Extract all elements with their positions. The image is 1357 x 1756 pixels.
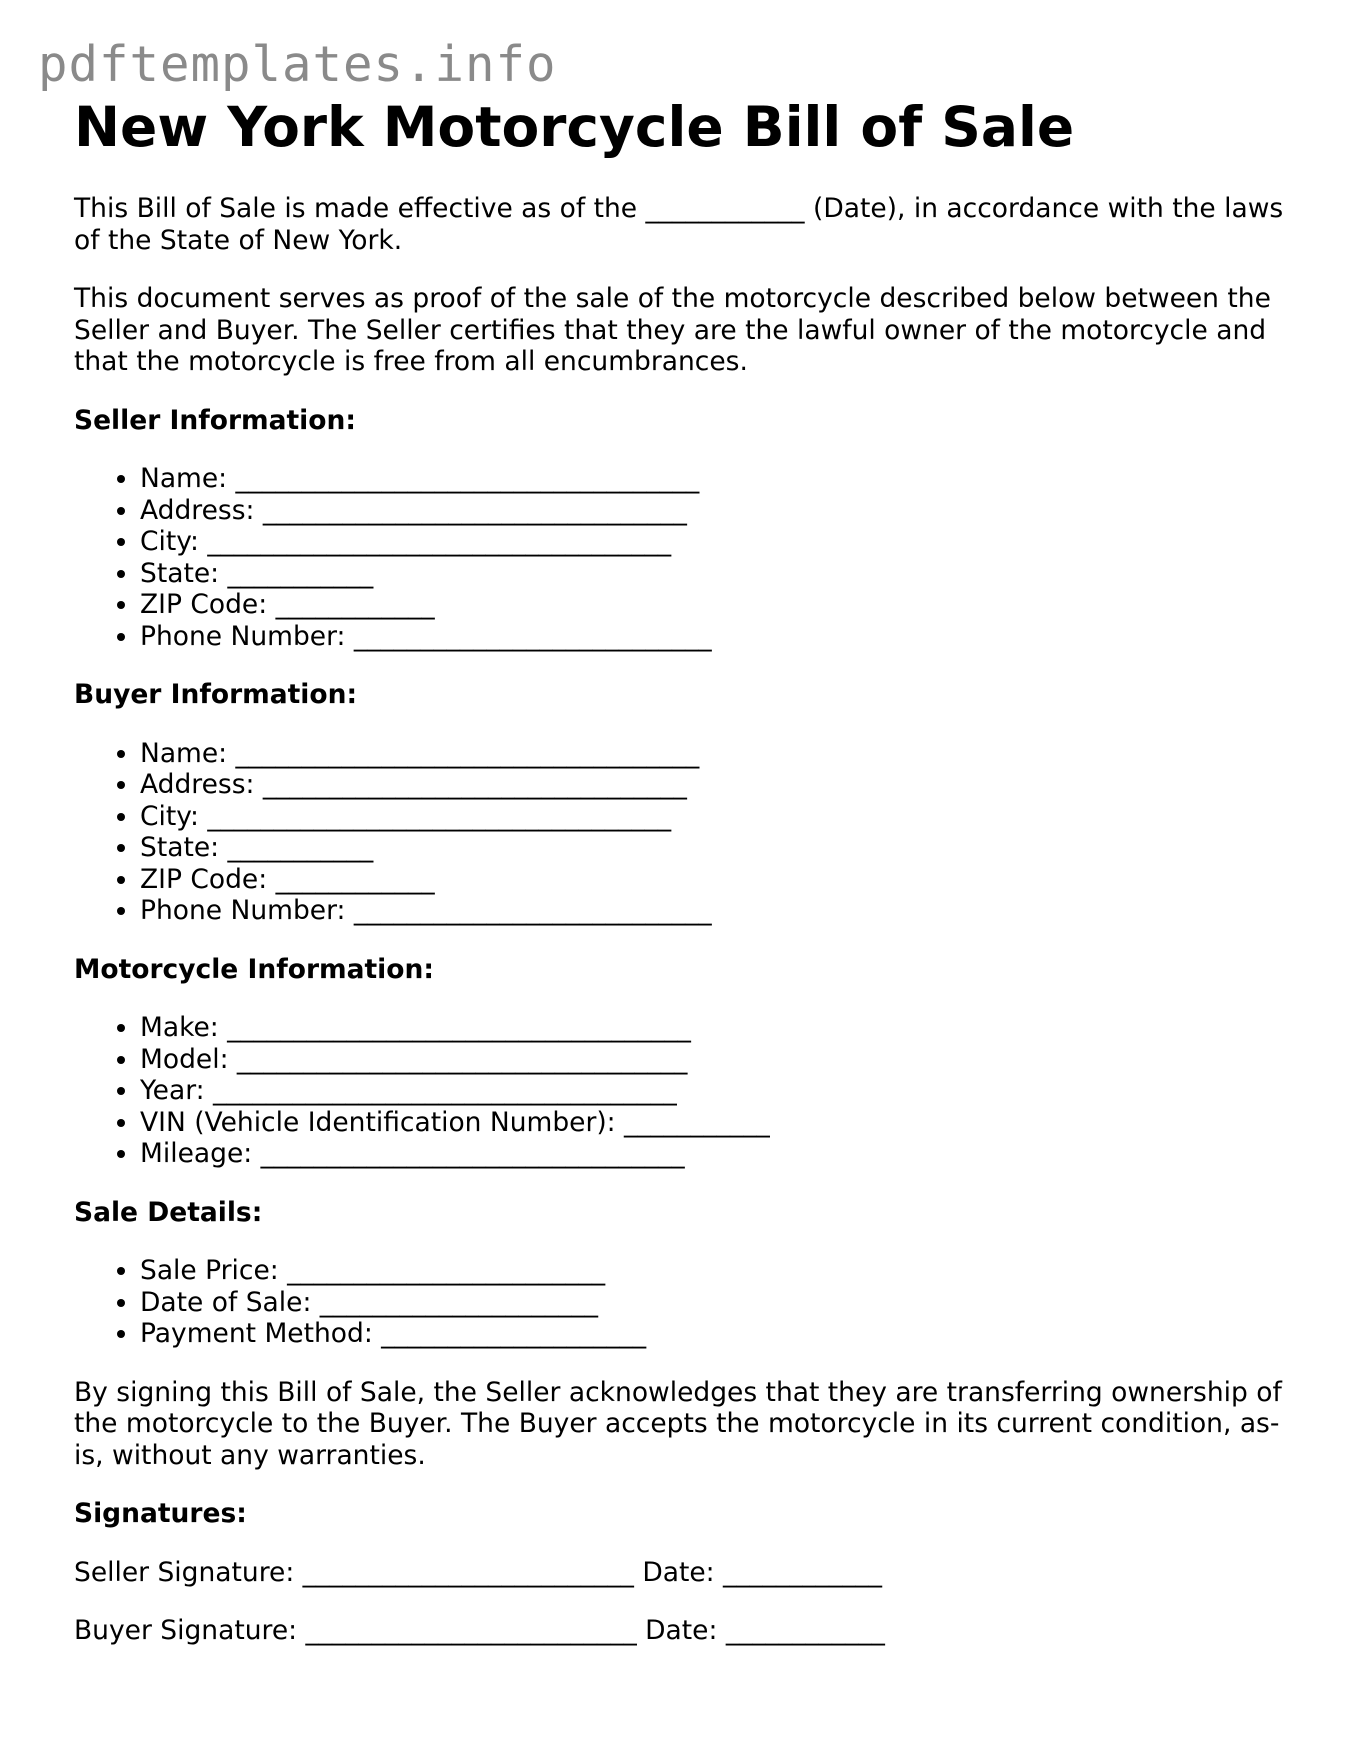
seller-phone-field: • Phone Number: ___________________________ — [140, 621, 1304, 653]
motorcycle-model-field: • Model: __________________________________ — [140, 1044, 1304, 1076]
effective-date-paragraph — [74, 193, 1304, 256]
buyer-address-field: • Address: ________________________________ — [140, 769, 1304, 801]
proof-paragraph: This document serves as proof of the sale of the motorcycle described below between the Seller and Buyer. The Seller certifies that they are the lawful owner of the motorcycle and that the motorcycle is free from all encumbrances. — [74, 283, 1271, 377]
document-title: New York Motorcycle Bill of Sale — [74, 95, 1075, 159]
buyer-zip-field: • ZIP Code: ____________ — [140, 864, 1304, 896]
motorcycle-year-field: • Year: ___________________________________ — [140, 1075, 1304, 1107]
buyer-heading: Buyer Information: — [74, 679, 358, 710]
effective-date-blank: ____________ — [645, 193, 805, 224]
payment-method-field: • Payment Method: ____________________ — [140, 1318, 1304, 1350]
buyer-city-field: • City: ___________________________________ — [140, 801, 1304, 833]
motorcycle-fields-list — [74, 1012, 1304, 1170]
seller-fields-list — [74, 463, 1304, 652]
seller-address-field: • Address: ________________________________ — [140, 495, 1304, 527]
buyer-state-field: • State: ___________ — [140, 832, 1304, 864]
seller-name-field: • Name: ___________________________________ — [140, 463, 1304, 495]
effective-text-after: (Date), in accordance with the laws of the State of New York. — [74, 193, 1284, 256]
document-body — [74, 94, 1304, 1647]
sale-heading: Sale Details: — [74, 1196, 263, 1228]
motorcycle-heading: Motorcycle Information: — [74, 953, 434, 985]
motorcycle-make-field: • Make: ___________________________________ — [140, 1012, 1304, 1044]
effective-text-before: This Bill of Sale is made effective as of the — [74, 193, 638, 224]
seller-zip-field: • ZIP Code: ____________ — [140, 589, 1304, 621]
sale-fields-list — [74, 1255, 1304, 1350]
signatures-heading: Signatures: — [74, 1498, 247, 1529]
sale-date-field: • Date of Sale: _____________________ — [140, 1287, 1304, 1319]
motorcycle-mileage-field: • Mileage: ________________________________ — [140, 1138, 1304, 1170]
seller-state-field: • State: ___________ — [140, 558, 1304, 590]
acknowledgement-paragraph: By signing this Bill of Sale, the Seller acknowledges that they are transferring ownership of the motorcycle to the Buyer. The Buyer accepts the motorcycle in its current condition, as-is, without any warranties. — [74, 1376, 1282, 1471]
buyer-phone-field: • Phone Number: ___________________________ — [140, 895, 1304, 927]
buyer-fields-list — [74, 738, 1304, 927]
motorcycle-vin-field: • VIN (Vehicle Identification Number): ___________ — [140, 1107, 1304, 1139]
sale-price-field: • Sale Price: ________________________ — [140, 1255, 1304, 1287]
seller-signature-line: Seller Signature: _________________________ Date: ____________ — [74, 1556, 883, 1588]
buyer-name-field: • Name: ___________________________________ — [140, 738, 1304, 770]
watermark-logo: pdftemplates.info — [38, 36, 557, 93]
seller-heading: Seller Information: — [74, 404, 356, 436]
buyer-signature-line: Buyer Signature: _________________________ Date: ____________ — [74, 1615, 885, 1646]
seller-city-field: • City: ___________________________________ — [140, 526, 1304, 558]
